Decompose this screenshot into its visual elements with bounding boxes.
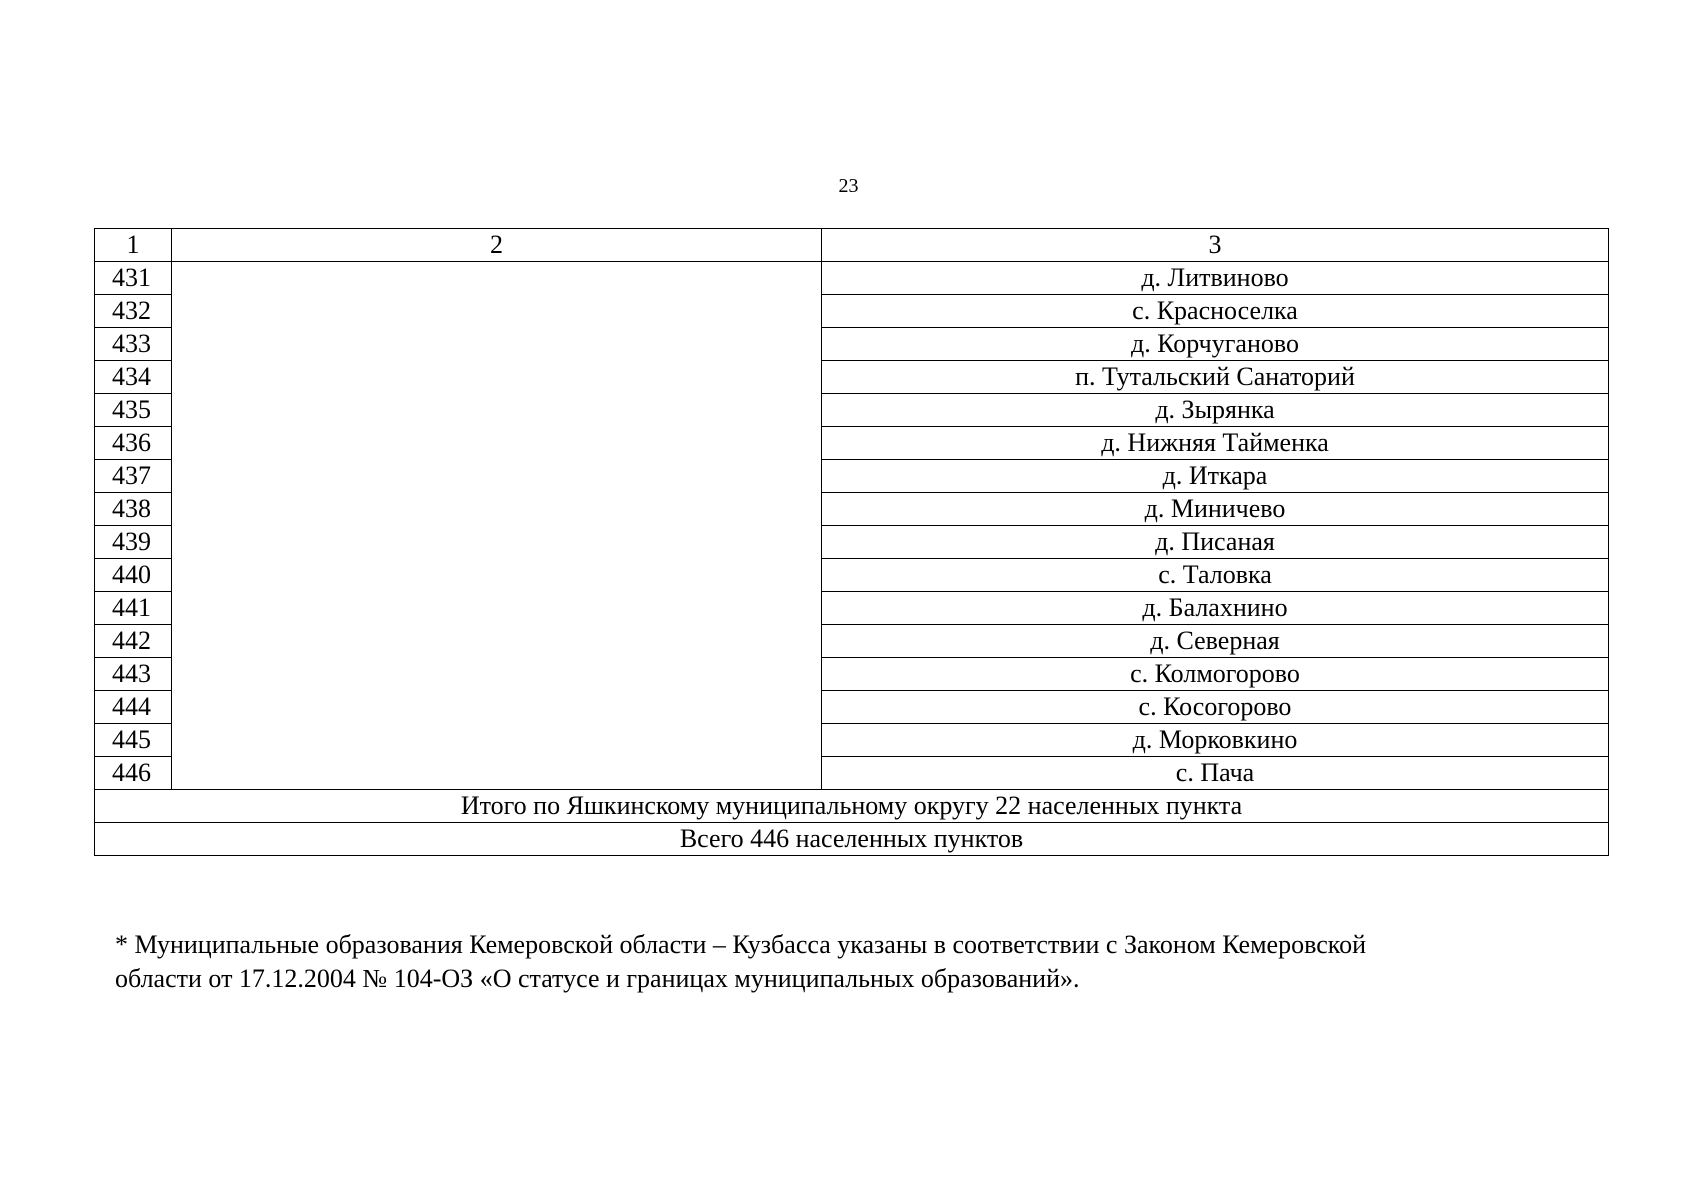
row-number: 444 xyxy=(95,691,172,724)
header-col-2: 2 xyxy=(172,229,822,262)
footnote xyxy=(115,928,1595,996)
table-row xyxy=(95,262,1609,295)
row-number: 432 xyxy=(95,295,172,328)
row-number: 434 xyxy=(95,361,172,394)
municipality-cell xyxy=(172,262,822,790)
settlements-table xyxy=(94,228,1609,856)
page-number: 23 xyxy=(838,175,859,197)
row-number: 440 xyxy=(95,559,172,592)
table-header-row xyxy=(95,229,1609,262)
header-col-3: 3 xyxy=(822,229,1609,262)
settlement-name: д. Миничево xyxy=(822,493,1609,526)
settlement-name: с. Колмогорово xyxy=(822,658,1609,691)
settlement-name: д. Иткара xyxy=(822,460,1609,493)
row-number: 437 xyxy=(95,460,172,493)
settlement-name: д. Писаная xyxy=(822,526,1609,559)
total-text: Всего 446 населенных пунктов xyxy=(95,823,1609,856)
settlement-name: д. Северная xyxy=(822,625,1609,658)
row-number: 438 xyxy=(95,493,172,526)
row-number: 439 xyxy=(95,526,172,559)
settlement-name: д. Нижняя Тайменка xyxy=(822,427,1609,460)
settlement-name: с. Косогорово xyxy=(822,691,1609,724)
row-number: 431 xyxy=(95,262,172,295)
total-row xyxy=(95,823,1609,856)
row-number: 446 xyxy=(95,757,172,790)
row-number: 441 xyxy=(95,592,172,625)
header-col-1: 1 xyxy=(95,229,172,262)
settlement-name: с. Таловка xyxy=(822,559,1609,592)
footnote-line-2: области от 17.12.2004 № 104-ОЗ «О статусе и границах муниципальных образований». xyxy=(115,964,1080,993)
settlement-name: д. Корчуганово xyxy=(822,328,1609,361)
row-number: 435 xyxy=(95,394,172,427)
row-number: 436 xyxy=(95,427,172,460)
footnote-line-1: * Муниципальные образования Кемеровской области – Кузбасса указаны в соответствии с Законом Кемеровской xyxy=(115,930,1366,959)
subtotal-row xyxy=(95,790,1609,823)
settlement-name: д. Зырянка xyxy=(822,394,1609,427)
settlement-name: д. Литвиново xyxy=(822,262,1609,295)
settlement-name: п. Тутальский Санаторий xyxy=(822,361,1609,394)
subtotal-text: Итого по Яшкинскому муниципальному округу 22 населенных пункта xyxy=(95,790,1609,823)
row-number: 443 xyxy=(95,658,172,691)
settlement-name: д. Балахнино xyxy=(822,592,1609,625)
row-number: 433 xyxy=(95,328,172,361)
settlement-name: д. Морковкино xyxy=(822,724,1609,757)
row-number: 442 xyxy=(95,625,172,658)
row-number: 445 xyxy=(95,724,172,757)
settlement-name: с. Красноселка xyxy=(822,295,1609,328)
settlement-name: с. Пача xyxy=(822,757,1609,790)
